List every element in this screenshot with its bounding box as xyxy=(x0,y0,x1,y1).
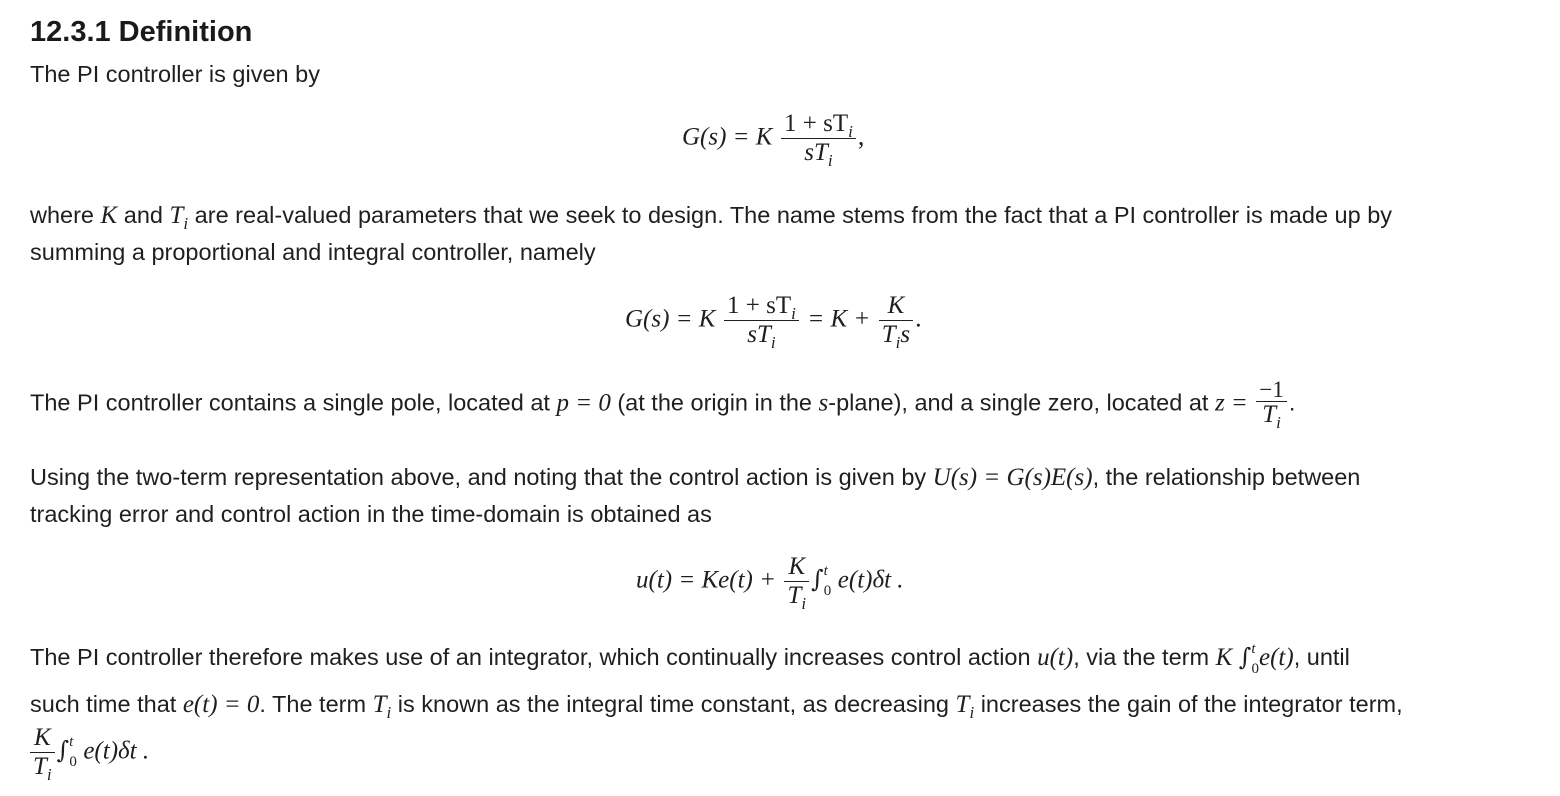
eq1-denominator: $sT_i$ xyxy=(781,138,856,167)
eq2-fraction2: $\frac{K}{T_is}$ xyxy=(879,292,913,349)
integral-sign: ∫ xyxy=(1238,643,1252,671)
eq2-fraction1: $\frac{1 + sT_i}{sT_i}$ xyxy=(724,292,799,349)
eq1-numerator: $1 + sT_i$ xyxy=(783,110,853,141)
paragraph-intro: The PI controller is given by xyxy=(30,61,320,87)
integral-sign: ∫ xyxy=(56,736,70,765)
paragraph-pole-zero: The PI controller contains a single pole, located at p = 0 (at the origin in the s-plane), and a single zero, located at z = $\frac{-1}{T_i}$ . xyxy=(30,377,1296,432)
eq1-lhs: G(s) = K xyxy=(682,123,773,151)
section-heading: 12.3.1 Definition xyxy=(30,16,253,48)
paragraph-control-action-line1: Using the two-term representation above, and noting that the control action is given by U(s) = G(s)E(s), the relationship between xyxy=(30,464,1361,491)
paragraph-parameters-line1: where K and $T_i$ are real-valued parameters that we seek to design. The name stems from the fact that a PI controller is made up by xyxy=(30,202,1393,233)
p5-fraction: $\frac{K}{T_i}$ xyxy=(30,724,55,781)
paragraph-control-action-line2: tracking error and control action in the time-domain is obtained as xyxy=(30,501,712,527)
paragraph-integrator-term: $\frac{K}{T_i}$ ∫$^t_0$ e(t)δt . xyxy=(28,724,149,781)
integral-sign: ∫ xyxy=(811,565,824,594)
paragraph-integrator-line2: such time that e(t) = 0. The term $T_i$ is known as the integral time constant, as decreasing $T_i$ increases the gain of the integrator term, xyxy=(30,691,1403,722)
equation-pi-sum: G(s) = K $\frac{1 + sT_i}{sT_i}$ = K + $\frac{K}{T_is}$ . xyxy=(625,292,922,352)
eq3-fraction: $\frac{K}{T_i}$ xyxy=(784,553,809,610)
equation-time-domain: u(t) = Ke(t) + $\frac{K}{T_i}$ ∫$^t_0$ e(t)δt . xyxy=(636,553,904,613)
eq2-lhs: G(s) = K xyxy=(625,305,716,333)
eq1-comma: , xyxy=(857,121,865,151)
paragraph-integrator-line1: The PI controller therefore makes use of an integrator, which continually increases control action u(t), via the term K ∫$^t_0$e(t), until xyxy=(30,641,1350,677)
paragraph-parameters-line2: summing a proportional and integral controller, namely xyxy=(30,239,596,265)
equation-pi-transfer xyxy=(682,110,865,170)
eq2-middle: = K + xyxy=(807,305,871,333)
eq1-fraction xyxy=(781,110,856,170)
p3-zero-fraction: $\frac{-1}{T_i}$ xyxy=(1256,378,1286,427)
eq3-lhs: u(t) = Ke(t) + xyxy=(636,566,776,594)
